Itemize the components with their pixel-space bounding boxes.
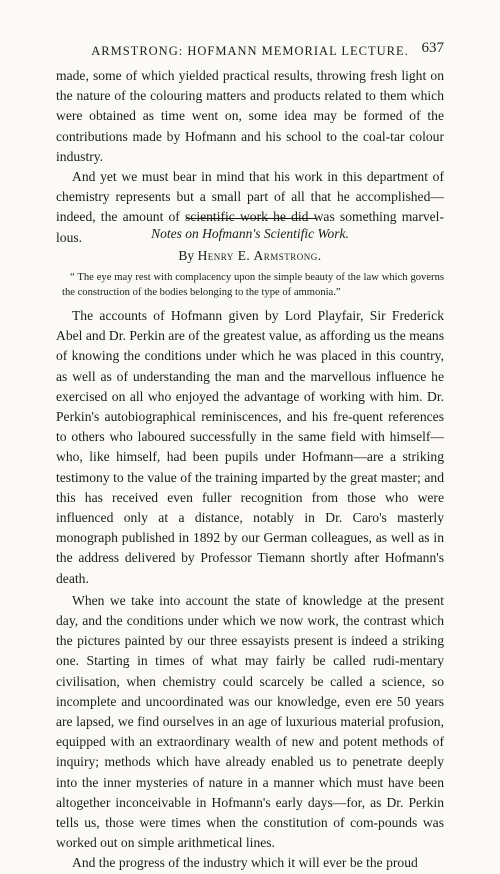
intro-text [56,66,444,248]
epigraph-text: “ The eye may rest with complacency upon the simple beauty of the law which governs the construction of the bodies belonging to the type of ammonia.” [62,272,444,298]
running-head: ARMSTRONG: HOFMANN MEMORIAL LECTURE. [91,44,409,58]
epigraph [62,270,444,300]
body-paragraph-3: And the progress of the industry which it will ever be the proud [72,855,418,871]
byline [56,248,444,264]
page-number: 637 [421,40,444,56]
byline-author: Henry E. Armstrong. [197,248,322,263]
body-paragraph-2: When we take into account the state of knowledge at the present day, and the conditions under which we now work, the contrast which the pictures painted by our three essayists present is indeed a striking one. Starting in times of what may fairly be called rudi-mentary civilisation, when chemistry could scarcely be called a science, so incomplete and uncoordinated was our knowledge, even ere 50 years are lapsed, we find ourselves in an age of luxurious material profusion, equipped with an extraordinary wealth of new and potent methods of inquiry; methods which have already enabled us to penetrate deeply into the inner mysteries of nature in a manner which must have been altogether inconceivable in Hofmann's early days—for, as Dr. Perkin tells us, those were times when the constitution of com-pounds was worked out on simple arithmetical lines. [56,592,444,851]
main-text [56,306,444,874]
intro-paragraph-2: And yet we must bear in mind that his work in this department of chemistry represents but a small part of all that he accomplished—indeed, the amount of scientific work he did was something marvel-lous. [56,169,444,245]
section-title: Notes on Hofmann's Scientific Work. [151,226,349,241]
byline-prefix: By [178,248,195,263]
body-paragraph-1: The accounts of Hofmann given by Lord Playfair, Sir Frederick Abel and Dr. Perkin are of the greatest value, as affording us the means of knowing the conditions under which he was placed in this country, as well as of understanding the man and the marvellous influence he exercised on all who enjoyed the advantage of working with him. Dr. Perkin's autobiographical reminiscences, and his fre-quent references to others who laboured successfully in the same field with himself—who, like himself, had been pupils under Hofmann—are a striking testimony to the value of the training imparted by the great master; and this has received even fuller recognition from those who were influenced only at a distance, notably in Dr. Caro's masterly monograph published in 1892 by our German colleagues, as well as in the address delivered by Professor Tiemann shortly after Hofmann's death. [56,308,444,586]
intro-paragraph-1: made, some of which yielded practical results, throwing fresh light on the nature of the colouring matters and products related to them which were obtained as time went on, some idea may be formed of the contributions made by Hofmann and his school to the coal-tar colour industry. [56,68,444,164]
section-divider [186,218,316,219]
